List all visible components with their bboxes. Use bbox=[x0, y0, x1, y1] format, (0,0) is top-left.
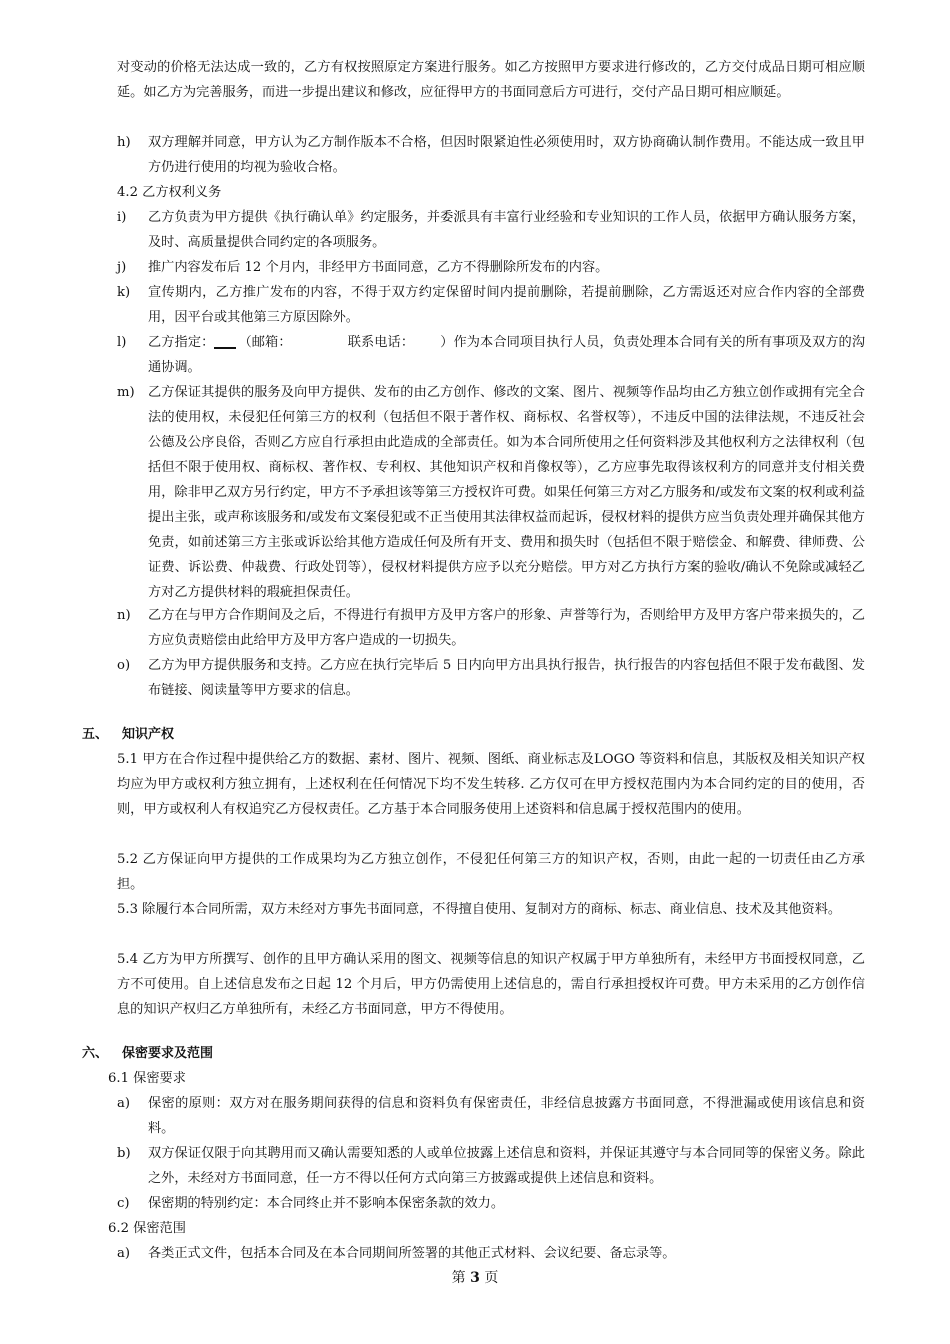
clause-mark: n) bbox=[117, 608, 131, 623]
clause-j bbox=[117, 255, 865, 280]
page-number-footer bbox=[0, 1266, 950, 1291]
scope-clause-a bbox=[117, 1241, 865, 1266]
clause-mark: b) bbox=[117, 1146, 131, 1161]
clause-text: 乙方负责为甲方提供《执行确认单》约定服务，并委派具有丰富行业经验和专业知识的工作人员，依据甲方确认服务方案，及时、高质量提供合同约定的各项服务。 bbox=[148, 210, 865, 250]
page-number: 3 bbox=[470, 1270, 480, 1286]
clause-h bbox=[117, 130, 865, 180]
clause-text: 双方理解并同意，甲方认为乙方制作版本不合格，但因时限紧迫性必须使用时，双方协商确认制作费用。不能达成一致且甲方仍进行使用的均视为验收合格。 bbox=[148, 135, 865, 175]
section-title-6 bbox=[82, 1041, 213, 1066]
clause-text: 双方保证仅限于向其聘用而又确认需要知悉的人或单位披露上述信息和资料，并保证其遵守与本合同同等的保密义务。除此之外，未经对方书面同意，任一方不得以任何方式向第三方披露或提供上述信息和资料。 bbox=[148, 1146, 865, 1186]
section-title-text: 知识产权 bbox=[122, 727, 175, 742]
confidentiality-clause-b bbox=[117, 1141, 865, 1191]
clause-text: 宣传期内，乙方推广发布的内容，不得于双方约定保留时间内提前删除，若提前删除，乙方需返还对应合作内容的全部费用，因平台或其他第三方原因除外。 bbox=[148, 285, 865, 325]
confidentiality-clause-a bbox=[117, 1091, 865, 1141]
clause-mark: h) bbox=[117, 135, 131, 150]
clause-n bbox=[117, 603, 865, 653]
section-title-text: 保密要求及范围 bbox=[122, 1046, 214, 1061]
clause-text: 各类正式文件，包括本合同及在本合同期间所签署的其他正式材料、会议纪要、备忘录等。 bbox=[148, 1246, 676, 1261]
paragraph-5-2: 5.2 乙方保证向甲方提供的工作成果均为乙方独立创作，不侵犯任何第三方的知识产权，否则，由此一起的一切责任由乙方承担。 bbox=[117, 852, 865, 892]
subsection-title-6-2: 6.2 保密范围 bbox=[108, 1221, 186, 1236]
subsection-title-4-2: 4.2 乙方权利义务 bbox=[117, 185, 222, 200]
clause-k bbox=[117, 280, 865, 330]
email-label: （邮箱： bbox=[238, 335, 292, 350]
clause-text: 乙方在与甲方合作期间及之后，不得进行有损甲方及甲方客户的形象、声誉等行为，否则给甲方及甲方客户带来损失的，乙方应负责赔偿由此给甲方及甲方客户造成的一切损失。 bbox=[148, 608, 865, 648]
clause-mark: c) bbox=[117, 1196, 130, 1211]
page-suffix: 页 bbox=[484, 1270, 499, 1286]
clause-i bbox=[117, 205, 865, 255]
subsection-title-6-1: 6.1 保密要求 bbox=[108, 1071, 186, 1086]
clause-mark: o) bbox=[117, 658, 131, 673]
clause-text: 保密的原则：双方对在服务期间获得的信息和资料负有保密责任，非经信息披露方书面同意，不得泄漏或使用该信息和资料。 bbox=[148, 1096, 865, 1136]
clause-text: 乙方为甲方提供服务和支持。乙方应在执行完毕后 5 日内向甲方出具执行报告，执行报告的内容包括但不限于发布截图、发布链接、阅读量等甲方要求的信息。 bbox=[148, 658, 865, 698]
clause-mark: m) bbox=[117, 385, 135, 400]
designee-name-blank bbox=[214, 337, 236, 349]
clause-mark: l) bbox=[117, 335, 127, 350]
clause-text: 乙方保证其提供的服务及向甲方提供、发布的由乙方创作、修改的文案、图片、视频等作品均由乙方独立创作或拥有完全合法的使用权，未侵犯任何第三方的权利（包括但不限于著作权、商标权、名誉权等），不违反中国的法律法规，不违反社会公德及公序良俗，否则乙方应自行承担由此造成的全部责任。如为本合同所使用之任何资料涉及其他权利方之法律权利（包括但不限于使用权、商标权、著作权、专利权、其他知识产权和肖像权等），乙方应事先取得该权利方的同意并支付相关费用，除非甲乙双方另行约定，甲方不予承担该等第三方授权许可费。如果任何第三方对乙方服务和/或发布文案的权利或利益提出主张，或声称该服务和/或发布文案侵犯或不正当使用其法律权益而起诉，侵权材料的提供方应当负责处理并确保其他方免责，如前述第三方主张或诉讼给其他方造成任何及所有开支、费用和损失时（包括但不限于赔偿金、和解费、律师费、公证费、诉讼费、仲裁费、行政处罚等），侵权材料提供方应予以充分赔偿。甲方对乙方执行方案的验收/确认不免除或减轻乙方对乙方提供材料的瑕疵担保责任。 bbox=[148, 385, 865, 600]
paragraph-5-3: 5.3 除履行本合同所需，双方未经对方事先书面同意，不得擅自使用、复制对方的商标、标志、商业信息、技术及其他资料。 bbox=[117, 902, 842, 917]
confidentiality-clause-c bbox=[117, 1191, 865, 1216]
page-prefix: 第 bbox=[451, 1270, 466, 1286]
section-number: 五、 bbox=[82, 727, 109, 742]
continued-paragraph: 对变动的价格无法达成一致的，乙方有权按照原定方案进行服务。如乙方按照甲方要求进行修改的，乙方交付成品日期可相应顺延。如乙方为完善服务，而进一步提出建议和修改，应征得甲方的书面同意后方可进行，交付产品日期可相应顺延。 bbox=[117, 60, 865, 100]
paragraph-5-4: 5.4 乙方为甲方所撰写、创作的且甲方确认采用的图文、视频等信息的知识产权属于甲方单独所有，未经甲方书面授权同意，乙方不可使用。自上述信息发布之日起 12 个月后，甲方仍需使用上述信息的，需自行承担授权许可费。甲方未采用的乙方创作信息的知识产权归乙方单独所有，未经乙方书面同意，甲方不得使用。 bbox=[117, 952, 865, 1017]
clause-l bbox=[117, 330, 865, 380]
phone-label: 联系电话： bbox=[347, 335, 415, 350]
clause-mark: a) bbox=[117, 1096, 131, 1111]
clause-mark: k) bbox=[117, 285, 131, 300]
clause-m bbox=[117, 380, 865, 605]
clause-o bbox=[117, 653, 865, 703]
clause-text: 推广内容发布后 12 个月内，非经甲方书面同意，乙方不得删除所发布的内容。 bbox=[148, 260, 609, 275]
clause-mark: a) bbox=[117, 1246, 131, 1261]
paragraph-5-1: 5.1 甲方在合作过程中提供给乙方的数据、素材、图片、视频、图纸、商业标志及LOGO 等资料和信息，其版权及相关知识产权均应为甲方或权利方独立拥有，上述权利在任何情况下均不发生转移. 乙方仅可在甲方授权范围内为本合同约定的目的使用，否则，甲方或权利人有权追究乙方侵权责任。乙方基于本合同服务使用上述资料和信息属于授权范围内的使用。 bbox=[117, 752, 865, 817]
section-number: 六、 bbox=[82, 1046, 109, 1061]
designee-duty-text: ）作为本合同项目执行人员，负责处理本合同有关的所有事项及双方的沟通协调。 bbox=[148, 335, 866, 375]
designee-label: 乙方指定： bbox=[148, 335, 215, 350]
clause-mark: i) bbox=[117, 210, 127, 225]
section-title-5 bbox=[82, 722, 174, 747]
clause-text: 保密期的特别约定：本合同终止并不影响本保密条款的效力。 bbox=[148, 1196, 505, 1211]
clause-mark: j) bbox=[117, 260, 127, 275]
clause-text bbox=[148, 330, 865, 380]
